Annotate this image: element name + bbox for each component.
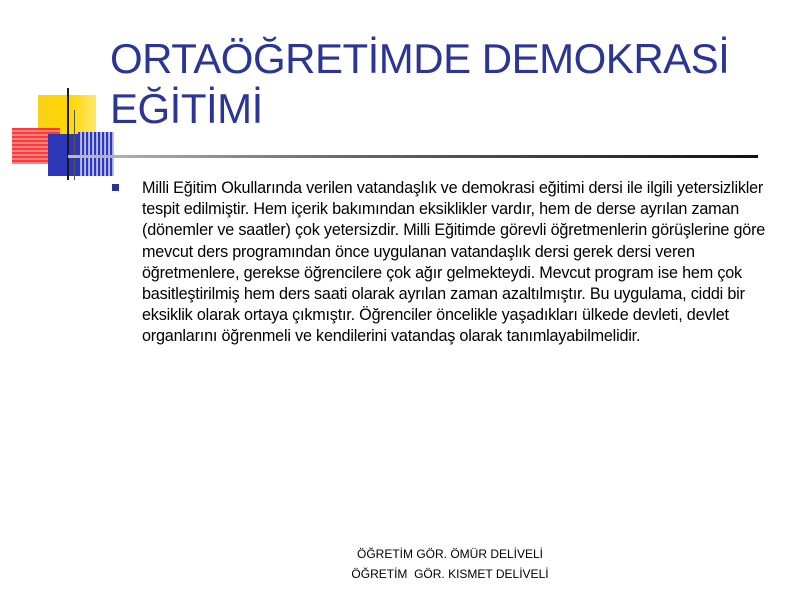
blue-striped-square-decoration [78,132,114,176]
slide-title: ORTAÖĞRETİMDE DEMOKRASİ EĞİTİMİ [110,35,730,132]
title-divider [68,155,758,158]
vertical-line-decoration [67,88,69,180]
footer-author-1: ÖĞRETİM GÖR. ÖMÜR DELİVELİ [356,547,544,561]
vertical-line-decoration-thin [74,110,75,180]
bullet-text: Milli Eğitim Okullarında verilen vatandaşlık ve demokrasi eğitimi dersi ile ilgili yetersizlikler tespit edilmiştir. Hem içerik bakımından eksiklikler vardır, hem de derse ayrılan zaman (dönemler ve saatler) çok yetersizdir. Milli Eğitimde görevli öğretmenlerin görüşlerine göre mevcut ders programından önce uygulanan vatandaşlık dersi gerek dersi veren öğretmenlere, gerekse öğrencilere çok ağır gelmekteydi. Mevcut program ise hem çok basitleştirilmiş hem ders saati olarak ayrılan zaman azaltılmıştır. Bu uygulama, ciddi bir eksiklik olarak ortaya çıkmıştır. Öğrenciler öncelikle yaşadıkları ülkede devleti, devlet organlarını öğrenmeli ve kendilerini vatandaş olarak tanımlayabilmelidir. [142,179,766,346]
footer-authors [300,544,600,584]
bullet-square-icon [112,184,119,191]
footer-author-2: ÖĞRETİM GÖR. KISMET DELİVELİ [351,567,549,581]
